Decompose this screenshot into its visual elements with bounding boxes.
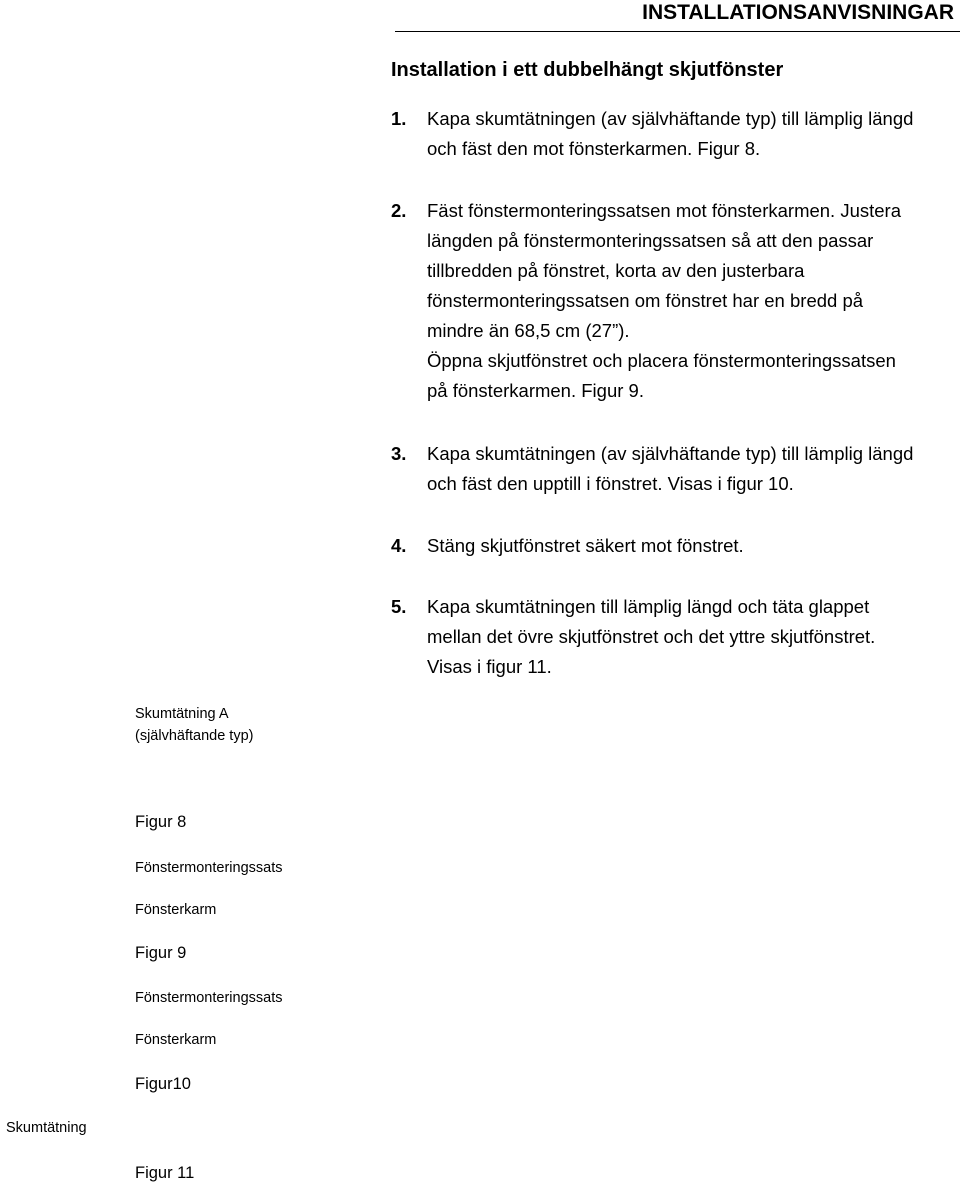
- step-line: och fäst den upptill i fönstret. Visas i figur 10.: [427, 473, 794, 494]
- step-line: längden på fönstermonteringssatsen så att den passar: [427, 230, 874, 251]
- step-line: Fäst fönstermonteringssatsen mot fönsterkarmen. Justera: [427, 200, 902, 221]
- step-number: 3.: [391, 443, 407, 464]
- step-3: [391, 439, 956, 499]
- step-number: 5.: [391, 596, 407, 617]
- step-line: Visas i figur 11.: [427, 656, 552, 677]
- step-4: [391, 531, 956, 561]
- step-line: Stäng skjutfönstret säkert mot fönstret.: [427, 535, 744, 556]
- header-rule: [395, 31, 960, 32]
- figure-caption: Figur 8: [135, 813, 187, 831]
- step-line: fönstermonteringssatsen om fönstret har en bredd på: [427, 290, 864, 311]
- step-2: [391, 196, 956, 406]
- step-line: tillbredden på fönstret, korta av den justerbara: [427, 260, 805, 281]
- step-line: Kapa skumtätningen (av självhäftande typ) till lämplig längd: [427, 108, 914, 129]
- step-line: mellan det övre skjutfönstret och det yttre skjutfönstret.: [427, 626, 876, 647]
- step-line: och fäst den mot fönsterkarmen. Figur 8.: [427, 138, 761, 159]
- step-1: [391, 104, 956, 164]
- step-number: 2.: [391, 200, 407, 221]
- step-line: Kapa skumtätningen till lämplig längd och täta glappet: [427, 596, 870, 617]
- step-line: mindre än 68,5 cm (27”).: [427, 320, 630, 341]
- figure-label: Fönsterkarm: [135, 902, 217, 918]
- step-number: 1.: [391, 108, 407, 129]
- step-line: Öppna skjutfönstret och placera fönstermonteringssatsen: [427, 350, 896, 371]
- figure-caption: Figur 9: [135, 944, 187, 962]
- header-title: INSTALLATIONSANVISNINGAR: [642, 1, 954, 24]
- step-line: Kapa skumtätningen (av självhäftande typ) till lämplig längd: [427, 443, 914, 464]
- figure-caption: Figur 11: [135, 1164, 195, 1182]
- step-number: 4.: [391, 535, 407, 556]
- figure-label: Fönsterkarm: [135, 1032, 217, 1048]
- figure-label: Fönstermonteringssats: [135, 990, 283, 1006]
- section-title: Installation i ett dubbelhängt skjutfönster: [391, 59, 784, 81]
- step-line: på fönsterkarmen. Figur 9.: [427, 380, 644, 401]
- figure-caption: Figur10: [135, 1075, 191, 1093]
- figure-label: (självhäftande typ): [135, 728, 254, 744]
- figure-label: Skumtätning A: [135, 706, 229, 722]
- figure-label: Fönstermonteringssats: [135, 860, 283, 876]
- figure-label: Skumtätning: [6, 1120, 87, 1136]
- step-5: [391, 592, 956, 682]
